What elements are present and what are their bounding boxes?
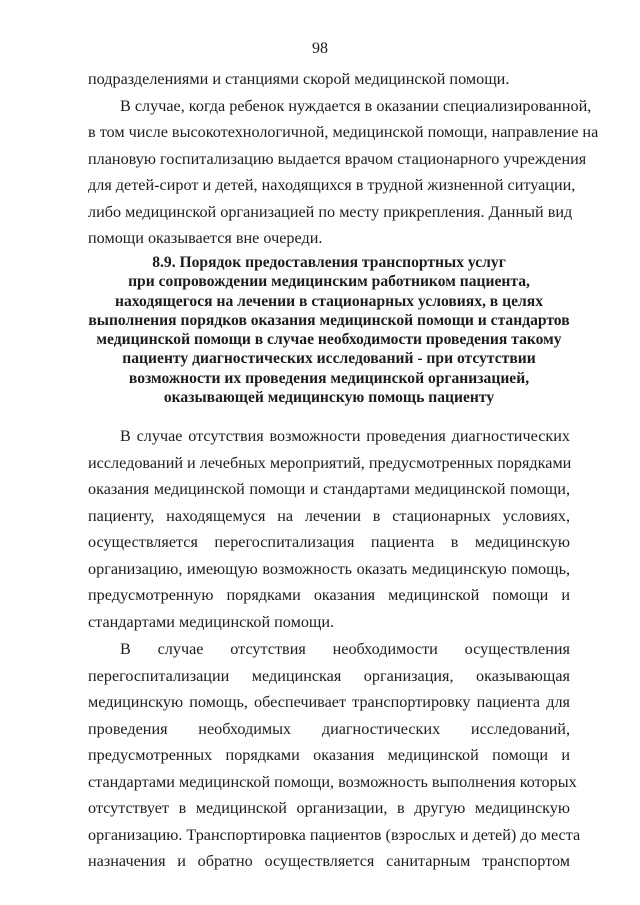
top-text-block	[88, 66, 599, 252]
paragraph-line: плановую госпитализацию выдается врачом стационарного учреждения	[88, 149, 587, 168]
paragraph-line: помощи оказывается вне очереди.	[88, 229, 323, 247]
paragraph-line: В случае отсутствия необходимости осуществления	[120, 640, 570, 658]
heading-line: при сопровождении медицинским работником пациента,	[128, 273, 530, 291]
paragraph-line: оказания медицинской помощи и стандартами медицинской помощи,	[88, 480, 570, 498]
paragraph-line: назначения и обратно осуществляется санитарным транспортом	[88, 852, 570, 870]
paragraph-line: отсутствует в медицинской организации, в другую медицинскую	[88, 799, 570, 817]
paragraph-line: перегоспитализации медицинская организация, оказывающая	[88, 666, 570, 685]
heading-line: пациенту диагностических исследований - при отсутствии	[122, 350, 536, 368]
page-number: 98	[312, 40, 328, 57]
paragraph-line: для детей-сирот и детей, находящихся в трудной жизненной ситуации,	[88, 176, 576, 194]
paragraph-line: в том числе высокотехнологичной, медицинской помощи, направление на	[88, 123, 599, 141]
paragraph-line: либо медицинской организацией по месту прикрепления. Данный вид	[88, 202, 573, 221]
paragraph-line: проведения необходимых диагностических исследований,	[88, 719, 570, 738]
paragraph-line: стандартами медицинской помощи, возможность выполнения которых	[88, 772, 577, 791]
paragraph-line: организацию. Транспортировка пациентов (взрослых и детей) до места	[88, 825, 581, 844]
paragraph-line: подразделениями и станциями скорой медицинской помощи.	[88, 70, 510, 88]
section-heading	[80, 253, 578, 407]
body-paragraph-1	[88, 423, 570, 635]
paragraph-line: В случае отсутствия возможности проведения диагностических	[120, 427, 570, 445]
paragraph-line: осуществляется перегоспитализация пациента в медицинскую	[88, 533, 570, 551]
paragraph-line: медицинскую помощь, обеспечивает транспортировку пациента для	[88, 693, 570, 711]
heading-line: 8.9. Порядок предоставления транспортных услуг	[152, 254, 506, 271]
paragraph-line: предусмотренных порядками оказания медицинской помощи и	[88, 746, 570, 764]
paragraph-line: стандартами медицинской помощи.	[88, 612, 335, 631]
paragraph-line: пациенту, находящемуся на лечении в стационарных условиях,	[88, 506, 570, 525]
heading-line: находящегося на лечении в стационарных условиях, в целях	[114, 292, 544, 310]
paragraph-line: В случае, когда ребенок нуждается в оказании специализированной,	[120, 96, 592, 115]
heading-line: выполнения порядков оказания медицинской помощи и стандартов	[88, 311, 570, 329]
paragraph-line: предусмотренную порядками оказания медицинской помощи и	[88, 586, 570, 604]
body-paragraph-2	[88, 636, 581, 875]
paragraph-line: организацию, имеющую возможность оказать медицинскую помощь,	[88, 559, 570, 578]
heading-line: медицинской помощи в случае необходимости проведения такому	[96, 331, 562, 349]
paragraph-line: исследований и лечебных мероприятий, предусмотренных порядками	[88, 453, 572, 472]
heading-line: оказывающей медицинскую помощь пациенту	[163, 389, 495, 407]
heading-line: возможности их проведения медицинской организацией,	[128, 369, 530, 387]
